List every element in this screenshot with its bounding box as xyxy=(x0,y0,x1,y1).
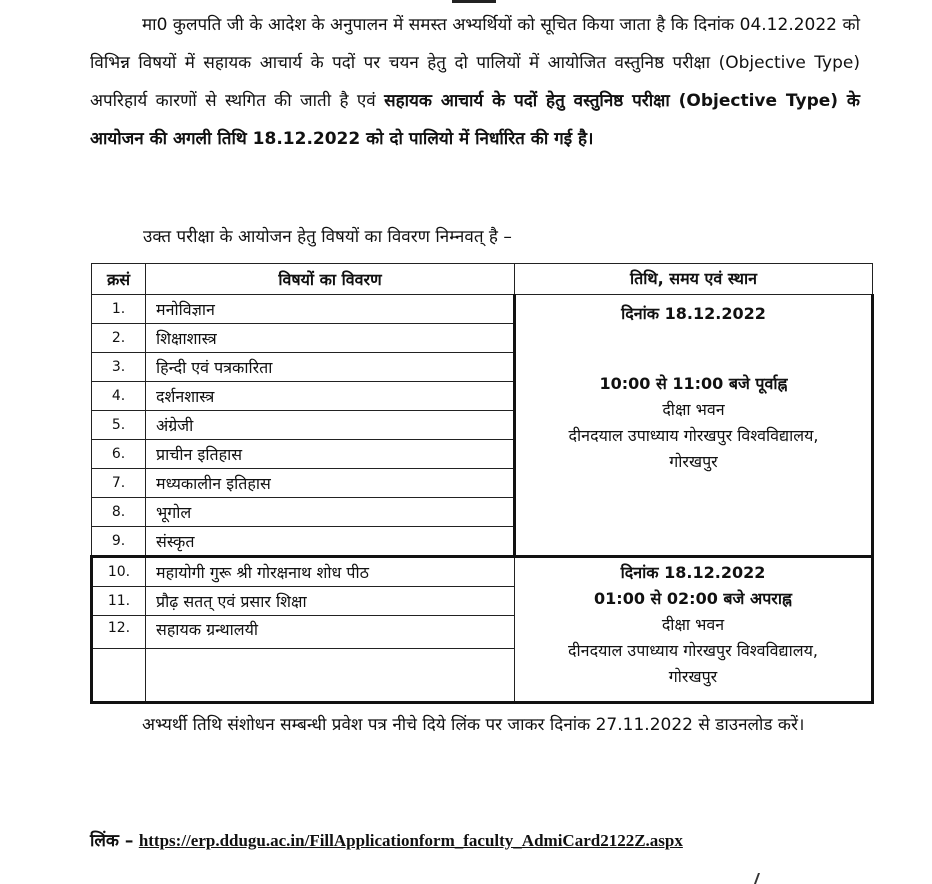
row-subject: संस्कृत xyxy=(146,527,515,557)
row-subject: दर्शनशास्त्र xyxy=(146,382,515,411)
row-number: 11. xyxy=(92,587,146,616)
table-row xyxy=(92,557,873,587)
header-schedule: तिथि, समय एवं स्थान xyxy=(515,264,873,295)
row-subject: हिन्दी एवं पत्रकारिता xyxy=(146,353,515,382)
download-link-line xyxy=(90,828,683,851)
row-subject: प्राचीन इतिहास xyxy=(146,440,515,469)
header-serial: क्रसं xyxy=(92,264,146,295)
row-subject: प्रौढ़ सतत् एवं प्रसार शिक्षा xyxy=(146,587,515,616)
shift-1-city: गोरखपुर xyxy=(669,452,718,471)
notice-paragraph-2: उक्त परीक्षा के आयोजन हेतु विषयों का विवरण निम्नवत् है – xyxy=(143,227,512,247)
notice-paragraph-3: अभ्यर्थी तिथि संशोधन सम्बन्धी प्रवेश पत्र नीचे दिये लिंक पर जाकर दिनांक 27.11.2022 से डाउनलोड करें। xyxy=(142,715,805,735)
row-subject: अंग्रेजी xyxy=(146,411,515,440)
row-number: 7. xyxy=(92,469,146,498)
row-number: 3. xyxy=(92,353,146,382)
filler-cell xyxy=(146,649,515,703)
row-number: 2. xyxy=(92,324,146,353)
shift-2-university: दीनदयाल उपाध्याय गोरखपुर विश्वविद्यालय, xyxy=(568,641,818,660)
para1-bold-text: सहायक आचार्य के पदों हेतु वस्तुनिष्ठ परीक्षा (Objective Type) के आयोजन की अगली तिथि 18.12.2022 को दो पालियो में निर्धारित की गई है। xyxy=(90,91,860,149)
shift-2-cell xyxy=(515,557,873,703)
shift-1-time: 10:00 से 11:00 बजे पूर्वाह्न xyxy=(599,374,788,393)
row-subject: भूगोल xyxy=(146,498,515,527)
table-row xyxy=(92,295,873,324)
row-subject: मध्यकालीन इतिहास xyxy=(146,469,515,498)
shift-2-city: गोरखपुर xyxy=(668,667,718,686)
row-subject: शिक्षाशास्त्र xyxy=(146,324,515,353)
shift-1-date: दिनांक 18.12.2022 xyxy=(621,304,766,323)
table-header-row xyxy=(92,264,873,295)
shift-2-date: दिनांक 18.12.2022 xyxy=(620,563,766,582)
link-label: लिंक – xyxy=(90,831,134,851)
row-number: 12. xyxy=(92,616,146,649)
row-subject: मनोविज्ञान xyxy=(146,295,515,324)
row-number: 1. xyxy=(92,295,146,324)
row-number: 5. xyxy=(92,411,146,440)
admit-card-link[interactable]: https://erp.ddugu.ac.in/FillApplicationform_faculty_AdmiCard2122Z.aspx xyxy=(138,831,683,850)
row-number: 6. xyxy=(92,440,146,469)
row-number: 9. xyxy=(92,527,146,557)
para1-text: मा0 कुलपति जी के आदेश के अनुपालन में समस्त अभ्यर्थियों को सूचित किया जाता है कि दिनांक 04.12.2022 को विभिन्न विषयों में सहायक आचार्य के पदों पर चयन हेतु दो पालियों में आयोजित वस्तुनिष्ठ परीक्षा (Objective Type) अपरिहार्य कारणों से स्थगित की जाती है एवं xyxy=(90,15,860,111)
row-number: 10. xyxy=(92,557,146,587)
stray-mark xyxy=(754,873,760,884)
shift-1-university: दीनदयाल उपाध्याय गोरखपुर विश्वविद्यालय, xyxy=(568,426,819,445)
exam-schedule-table xyxy=(90,263,874,704)
row-subject: महायोगी गुरू श्री गोरक्षनाथ शोध पीठ xyxy=(146,557,515,587)
notice-paragraph-1 xyxy=(90,6,860,158)
shift-1-cell xyxy=(515,295,873,557)
header-subject: विषयों का विवरण xyxy=(146,264,515,295)
row-number: 8. xyxy=(92,498,146,527)
filler-cell xyxy=(92,649,146,703)
row-number: 4. xyxy=(92,382,146,411)
shift-2-venue: दीक्षा भवन xyxy=(661,615,725,634)
shift-2-time: 01:00 से 02:00 बजे अपराह्न xyxy=(594,589,792,608)
row-subject: सहायक ग्रन्थालयी xyxy=(146,616,515,649)
shift-1-venue: दीक्षा भवन xyxy=(662,400,725,419)
heading-underline xyxy=(452,0,496,3)
